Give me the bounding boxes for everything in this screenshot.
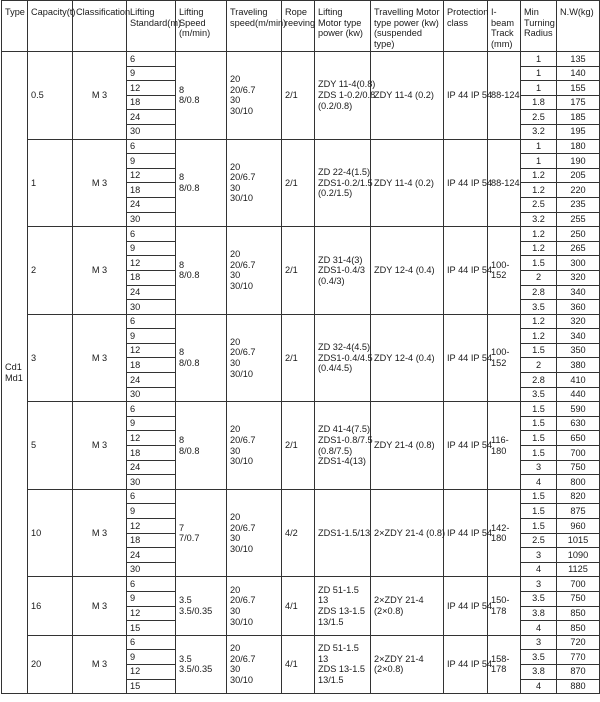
turning-radius-cell: 1.5 [521, 431, 557, 446]
lifting-speed-cell: 7 7/0.7 [176, 489, 227, 577]
lifting-standard-cell: 24 [127, 373, 176, 388]
turning-radius-cell: 1.2 [521, 183, 557, 198]
protection-cell: IP 44 IP 54 [444, 489, 488, 577]
classification-cell: M 3 [73, 402, 127, 490]
weight-cell: 410 [557, 373, 600, 388]
turning-radius-cell: 4 [521, 562, 557, 577]
weight-cell: 650 [557, 431, 600, 446]
lifting-standard-cell: 24 [127, 110, 176, 125]
turning-radius-cell: 3.2 [521, 212, 557, 227]
weight-cell: 720 [557, 635, 600, 650]
turning-radius-cell: 4 [521, 475, 557, 490]
turning-radius-cell: 2.8 [521, 285, 557, 300]
rope-reeving-cell: 4/1 [282, 635, 315, 693]
weight-cell: 850 [557, 606, 600, 621]
weight-cell: 875 [557, 504, 600, 519]
capacity-cell: 0.5 [28, 52, 73, 140]
lifting-standard-cell: 24 [127, 197, 176, 212]
weight-cell: 220 [557, 183, 600, 198]
travel-motor-cell: ZDY 11-4 (0.2) [371, 139, 444, 227]
lifting-standard-cell: 9 [127, 416, 176, 431]
lifting-speed-cell: 8 8/0.8 [176, 314, 227, 402]
classification-cell: M 3 [73, 635, 127, 693]
travel-motor-cell: ZDY 12-4 (0.4) [371, 314, 444, 402]
travel-motor-cell: 2×ZDY 21-4 (0.8) [371, 489, 444, 577]
lifting-standard-cell: 18 [127, 446, 176, 461]
lifting-motor-cell: ZD 41-4(7.5) ZDS1-0.8/7.5 (0.8/7.5) ZDS1-4(13) [315, 402, 371, 490]
classification-cell: M 3 [73, 52, 127, 140]
rope-reeving-cell: 2/1 [282, 314, 315, 402]
weight-cell: 1125 [557, 562, 600, 577]
turning-radius-cell: 3.5 [521, 387, 557, 402]
lifting-motor-cell: ZD 32-4(4.5) ZDS1-0.4/4.5 (0.4/4.5) [315, 314, 371, 402]
lifting-standard-cell: 6 [127, 577, 176, 592]
lifting-standard-cell: 9 [127, 154, 176, 169]
lifting-standard-cell: 15 [127, 621, 176, 636]
table-body [2, 52, 600, 694]
weight-cell: 590 [557, 402, 600, 417]
capacity-cell: 20 [28, 635, 73, 693]
turning-radius-cell: 3 [521, 460, 557, 475]
weight-cell: 190 [557, 154, 600, 169]
turning-radius-cell: 1 [521, 66, 557, 81]
turning-radius-cell: 3.5 [521, 591, 557, 606]
travel-motor-cell: ZDY 11-4 (0.2) [371, 52, 444, 140]
lifting-speed-cell: 8 8/0.8 [176, 402, 227, 490]
lifting-speed-cell: 3.5 3.5/0.35 [176, 577, 227, 635]
turning-radius-cell: 3.2 [521, 124, 557, 139]
weight-cell: 750 [557, 591, 600, 606]
lifting-motor-cell: ZDS1-1.5/13 [315, 489, 371, 577]
header-cell: Travelling Motor type power (kw) (suspended type) [371, 1, 444, 52]
lifting-standard-cell: 12 [127, 664, 176, 679]
weight-cell: 180 [557, 139, 600, 154]
turning-radius-cell: 2.5 [521, 197, 557, 212]
protection-cell: IP 44 IP 54 [444, 402, 488, 490]
header-cell: N.W(kg) [557, 1, 600, 52]
capacity-cell: 5 [28, 402, 73, 490]
table-row [2, 635, 600, 650]
weight-cell: 185 [557, 110, 600, 125]
protection-cell: IP 44 IP 54 [444, 577, 488, 635]
lifting-standard-cell: 6 [127, 139, 176, 154]
turning-radius-cell: 1.5 [521, 504, 557, 519]
weight-cell: 820 [557, 489, 600, 504]
ibeam-cell: 158- 178 [488, 635, 521, 693]
lifting-standard-cell: 9 [127, 241, 176, 256]
turning-radius-cell: 2 [521, 358, 557, 373]
lifting-standard-cell: 30 [127, 475, 176, 490]
lifting-standard-cell: 30 [127, 387, 176, 402]
turning-radius-cell: 1.5 [521, 402, 557, 417]
turning-radius-cell: 3.5 [521, 300, 557, 315]
protection-cell: IP 44 IP 54 [444, 227, 488, 315]
header-cell: Min Turning Radius [521, 1, 557, 52]
lifting-standard-cell: 15 [127, 679, 176, 694]
turning-radius-cell: 3 [521, 635, 557, 650]
rope-reeving-cell: 4/1 [282, 577, 315, 635]
weight-cell: 235 [557, 197, 600, 212]
rope-reeving-cell: 2/1 [282, 52, 315, 140]
traveling-speed-cell: 20 20/6.7 30 30/10 [227, 577, 282, 635]
weight-cell: 265 [557, 241, 600, 256]
lifting-speed-cell: 8 8/0.8 [176, 52, 227, 140]
weight-cell: 320 [557, 314, 600, 329]
weight-cell: 135 [557, 52, 600, 67]
turning-radius-cell: 2 [521, 270, 557, 285]
lifting-standard-cell: 30 [127, 124, 176, 139]
header-cell: Classification [73, 1, 127, 52]
lifting-motor-cell: ZD 22-4(1.5) ZDS1-0.2/1.5 (0.2/1.5) [315, 139, 371, 227]
weight-cell: 195 [557, 124, 600, 139]
lifting-standard-cell: 9 [127, 66, 176, 81]
lifting-standard-cell: 12 [127, 168, 176, 183]
capacity-cell: 2 [28, 227, 73, 315]
rope-reeving-cell: 2/1 [282, 227, 315, 315]
capacity-cell: 16 [28, 577, 73, 635]
lifting-speed-cell: 8 8/0.8 [176, 227, 227, 315]
lifting-standard-cell: 18 [127, 95, 176, 110]
lifting-standard-cell: 6 [127, 314, 176, 329]
traveling-speed-cell: 20 20/6.7 30 30/10 [227, 635, 282, 693]
weight-cell: 340 [557, 329, 600, 344]
table-row [2, 402, 600, 417]
header-cell: Protection class [444, 1, 488, 52]
travel-motor-cell: 2×ZDY 21-4 (2×0.8) [371, 577, 444, 635]
lifting-standard-cell: 30 [127, 562, 176, 577]
header-cell: Type [2, 1, 28, 52]
turning-radius-cell: 1.2 [521, 314, 557, 329]
turning-radius-cell: 3 [521, 577, 557, 592]
weight-cell: 1090 [557, 548, 600, 563]
weight-cell: 350 [557, 343, 600, 358]
traveling-speed-cell: 20 20/6.7 30 30/10 [227, 52, 282, 140]
turning-radius-cell: 2.8 [521, 373, 557, 388]
lifting-standard-cell: 18 [127, 183, 176, 198]
ibeam-cell: 100- 152 [488, 227, 521, 315]
turning-radius-cell: 3.5 [521, 650, 557, 665]
weight-cell: 880 [557, 679, 600, 694]
protection-cell: IP 44 IP 54 [444, 635, 488, 693]
classification-cell: M 3 [73, 577, 127, 635]
turning-radius-cell: 1 [521, 81, 557, 96]
traveling-speed-cell: 20 20/6.7 30 30/10 [227, 402, 282, 490]
lifting-standard-cell: 24 [127, 548, 176, 563]
ibeam-cell: 116- 180 [488, 402, 521, 490]
lifting-motor-cell: ZD 51-1.5 13 ZDS 13-1.5 13/1.5 [315, 577, 371, 635]
table-row [2, 52, 600, 67]
classification-cell: M 3 [73, 227, 127, 315]
weight-cell: 205 [557, 168, 600, 183]
turning-radius-cell: 1.5 [521, 446, 557, 461]
protection-cell: IP 44 IP 54 [444, 139, 488, 227]
turning-radius-cell: 4 [521, 621, 557, 636]
capacity-cell: 10 [28, 489, 73, 577]
header-cell: Traveling speed(m/min) [227, 1, 282, 52]
lifting-standard-cell: 6 [127, 489, 176, 504]
lifting-standard-cell: 18 [127, 533, 176, 548]
lifting-standard-cell: 30 [127, 300, 176, 315]
weight-cell: 700 [557, 446, 600, 461]
turning-radius-cell: 3.8 [521, 664, 557, 679]
turning-radius-cell: 3.8 [521, 606, 557, 621]
turning-radius-cell: 2.5 [521, 110, 557, 125]
travel-motor-cell: ZDY 12-4 (0.4) [371, 227, 444, 315]
lifting-standard-cell: 6 [127, 227, 176, 242]
ibeam-cell: 142- 180 [488, 489, 521, 577]
weight-cell: 440 [557, 387, 600, 402]
lifting-motor-cell: ZD 51-1.5 13 ZDS 13-1.5 13/1.5 [315, 635, 371, 693]
crane-spec-table [1, 0, 600, 694]
turning-radius-cell: 1 [521, 154, 557, 169]
table-row [2, 577, 600, 592]
weight-cell: 960 [557, 519, 600, 534]
table-row [2, 314, 600, 329]
lifting-standard-cell: 12 [127, 519, 176, 534]
lifting-standard-cell: 30 [127, 212, 176, 227]
table-row [2, 227, 600, 242]
lifting-speed-cell: 3.5 3.5/0.35 [176, 635, 227, 693]
lifting-standard-cell: 12 [127, 343, 176, 358]
protection-cell: IP 44 IP 54 [444, 52, 488, 140]
turning-radius-cell: 1.5 [521, 519, 557, 534]
lifting-standard-cell: 6 [127, 402, 176, 417]
lifting-speed-cell: 8 8/0.8 [176, 139, 227, 227]
rope-reeving-cell: 2/1 [282, 139, 315, 227]
turning-radius-cell: 2.5 [521, 533, 557, 548]
lifting-standard-cell: 12 [127, 81, 176, 96]
header-row [2, 1, 600, 52]
lifting-standard-cell: 9 [127, 591, 176, 606]
weight-cell: 360 [557, 300, 600, 315]
weight-cell: 140 [557, 66, 600, 81]
protection-cell: IP 44 IP 54 [444, 314, 488, 402]
rope-reeving-cell: 4/2 [282, 489, 315, 577]
turning-radius-cell: 1 [521, 52, 557, 67]
turning-radius-cell: 1.2 [521, 329, 557, 344]
classification-cell: M 3 [73, 314, 127, 402]
weight-cell: 750 [557, 460, 600, 475]
lifting-standard-cell: 6 [127, 635, 176, 650]
lifting-standard-cell: 24 [127, 285, 176, 300]
weight-cell: 175 [557, 95, 600, 110]
travel-motor-cell: ZDY 21-4 (0.8) [371, 402, 444, 490]
header-cell: Capacity(t) [28, 1, 73, 52]
header-cell: Lifting Speed (m/min) [176, 1, 227, 52]
ibeam-cell: 88-124 [488, 139, 521, 227]
turning-radius-cell: 4 [521, 679, 557, 694]
weight-cell: 850 [557, 621, 600, 636]
turning-radius-cell: 1.5 [521, 489, 557, 504]
rope-reeving-cell: 2/1 [282, 402, 315, 490]
lifting-motor-cell: ZDY 11-4(0.8) ZDS 1-0.2/0.8 (0.2/0.8) [315, 52, 371, 140]
lifting-standard-cell: 18 [127, 358, 176, 373]
turning-radius-cell: 1 [521, 139, 557, 154]
turning-radius-cell: 1.5 [521, 256, 557, 271]
turning-radius-cell: 3 [521, 548, 557, 563]
weight-cell: 255 [557, 212, 600, 227]
weight-cell: 700 [557, 577, 600, 592]
weight-cell: 250 [557, 227, 600, 242]
capacity-cell: 1 [28, 139, 73, 227]
traveling-speed-cell: 20 20/6.7 30 30/10 [227, 139, 282, 227]
travel-motor-cell: 2×ZDY 21-4 (2×0.8) [371, 635, 444, 693]
weight-cell: 800 [557, 475, 600, 490]
weight-cell: 320 [557, 270, 600, 285]
weight-cell: 380 [557, 358, 600, 373]
classification-cell: M 3 [73, 489, 127, 577]
lifting-standard-cell: 6 [127, 52, 176, 67]
header-cell: I-beam Track (mm) [488, 1, 521, 52]
traveling-speed-cell: 20 20/6.7 30 30/10 [227, 227, 282, 315]
weight-cell: 870 [557, 664, 600, 679]
ibeam-cell: 150- 178 [488, 577, 521, 635]
lifting-standard-cell: 12 [127, 431, 176, 446]
table-row [2, 139, 600, 154]
weight-cell: 770 [557, 650, 600, 665]
weight-cell: 300 [557, 256, 600, 271]
weight-cell: 340 [557, 285, 600, 300]
lifting-motor-cell: ZD 31-4(3) ZDS1-0.4/3 (0.4/3) [315, 227, 371, 315]
traveling-speed-cell: 20 20/6.7 30 30/10 [227, 314, 282, 402]
ibeam-cell: 100- 152 [488, 314, 521, 402]
weight-cell: 630 [557, 416, 600, 431]
header-cell: Rope reeving [282, 1, 315, 52]
turning-radius-cell: 1.2 [521, 241, 557, 256]
ibeam-cell: 88-124 [488, 52, 521, 140]
table-row [2, 489, 600, 504]
turning-radius-cell: 1.2 [521, 227, 557, 242]
classification-cell: M 3 [73, 139, 127, 227]
lifting-standard-cell: 12 [127, 606, 176, 621]
turning-radius-cell: 1.2 [521, 168, 557, 183]
turning-radius-cell: 1.8 [521, 95, 557, 110]
type-cell: Cd1 Md1 [2, 52, 28, 694]
capacity-cell: 3 [28, 314, 73, 402]
turning-radius-cell: 1.5 [521, 416, 557, 431]
lifting-standard-cell: 18 [127, 270, 176, 285]
turning-radius-cell: 1.5 [521, 343, 557, 358]
lifting-standard-cell: 24 [127, 460, 176, 475]
lifting-standard-cell: 9 [127, 329, 176, 344]
weight-cell: 155 [557, 81, 600, 96]
traveling-speed-cell: 20 20/6.7 30 30/10 [227, 489, 282, 577]
header-cell: Lifting Standard(m) [127, 1, 176, 52]
weight-cell: 1015 [557, 533, 600, 548]
lifting-standard-cell: 12 [127, 256, 176, 271]
lifting-standard-cell: 9 [127, 650, 176, 665]
header-cell: Lifting Motor type power (kw) [315, 1, 371, 52]
lifting-standard-cell: 9 [127, 504, 176, 519]
